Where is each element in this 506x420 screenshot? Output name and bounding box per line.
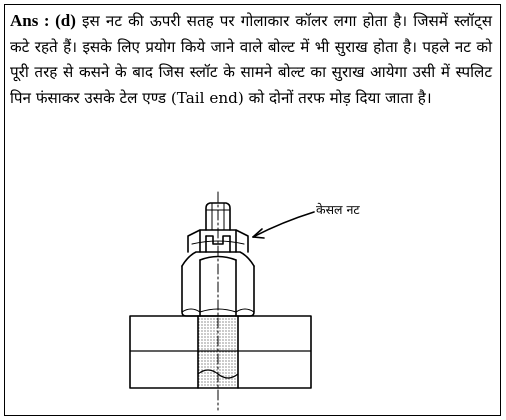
callout-leader xyxy=(253,212,314,238)
answer-text: इस नट की ऊपरी सतह पर गोलाकार कॉलर लगा होता है। जिसमें स्लॉट्स कटे रहते हैं। इसके लिए प्रयोग किये जाने वाले बोल्ट में भी सुराख होता है। पहले नट को पूरी तरह से कसने के बाद जिस स्लॉट के सामने बोल्ट का सुराख आयेगा उसी में स्पलिट पिन फंसाकर उसके टेल एण्ड (Tail end) को दोनों तरफ मोड़ दिया जाता है। xyxy=(10,12,492,107)
castle-nut-label: केसल नट xyxy=(316,202,360,217)
answer-prefix: Ans : (d) xyxy=(10,11,76,30)
